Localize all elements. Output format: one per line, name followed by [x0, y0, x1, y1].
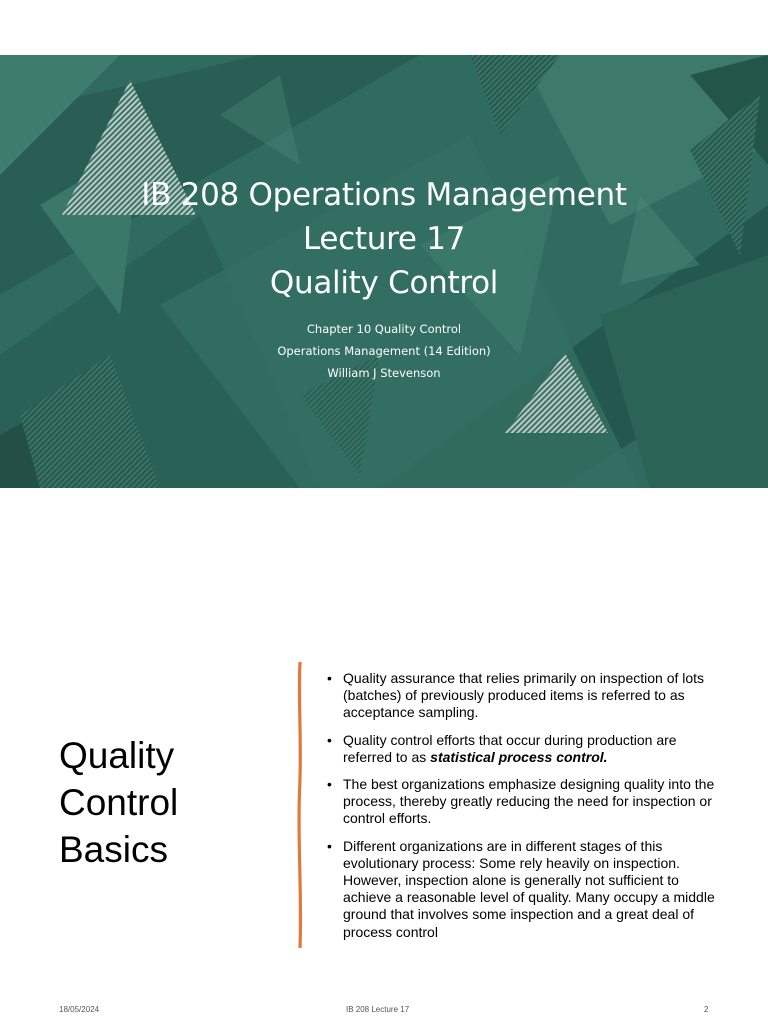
- heading-line: Control: [59, 782, 179, 823]
- section-heading: [59, 732, 279, 873]
- slide-title: [0, 173, 768, 305]
- slide-subtitle: [0, 318, 768, 384]
- subtitle-line: Chapter 10 Quality Control: [306, 322, 462, 336]
- subtitle-line: Operations Management (14 Edition): [277, 344, 491, 358]
- list-item: [327, 732, 722, 766]
- bullet-text: Quality assurance that relies primarily on inspection of lots (batches) of previously produced items is referred to as acceptance sampling.: [343, 670, 705, 721]
- footer-date: 18/05/2024: [59, 1005, 100, 1014]
- accent-divider: [296, 662, 304, 948]
- bullet-dot: •: [327, 837, 332, 854]
- title-line: IB 208 Operations Management: [141, 177, 627, 213]
- bullet-list: [327, 670, 722, 951]
- heading-line: Quality: [59, 735, 175, 776]
- title-line: Lecture 17: [302, 221, 466, 257]
- footer-title: IB 208 Lecture 17: [346, 1005, 410, 1014]
- list-item: [327, 838, 722, 941]
- bullet-text: Different organizations are in different stages of this evolutionary process: Some rely heavily on inspection. However, inspection alone is generally not sufficient to achieve a reasonable level of quality. Many occupy a middle ground that involves some inspection and a great deal of process control: [343, 837, 715, 940]
- bullet-dot: •: [327, 731, 332, 748]
- list-item: [327, 670, 722, 722]
- title-slide: [0, 55, 768, 488]
- subtitle-line: William J Stevenson: [327, 366, 441, 380]
- bullet-dot: •: [327, 776, 332, 793]
- heading-line: Basics: [59, 829, 168, 870]
- bullet-text: The best organizations emphasize designing quality into the process, thereby greatly reducing the need for inspection or control efforts.: [343, 776, 715, 827]
- bullet-dot: •: [327, 670, 332, 686]
- list-item: [327, 776, 722, 828]
- bullet-text: Quality control efforts that occur during production are referred to as: [343, 731, 677, 765]
- bullet-emphasis: statistical process control.: [430, 748, 608, 765]
- page-number: 2: [704, 1005, 709, 1014]
- title-line: Quality Control: [269, 265, 499, 301]
